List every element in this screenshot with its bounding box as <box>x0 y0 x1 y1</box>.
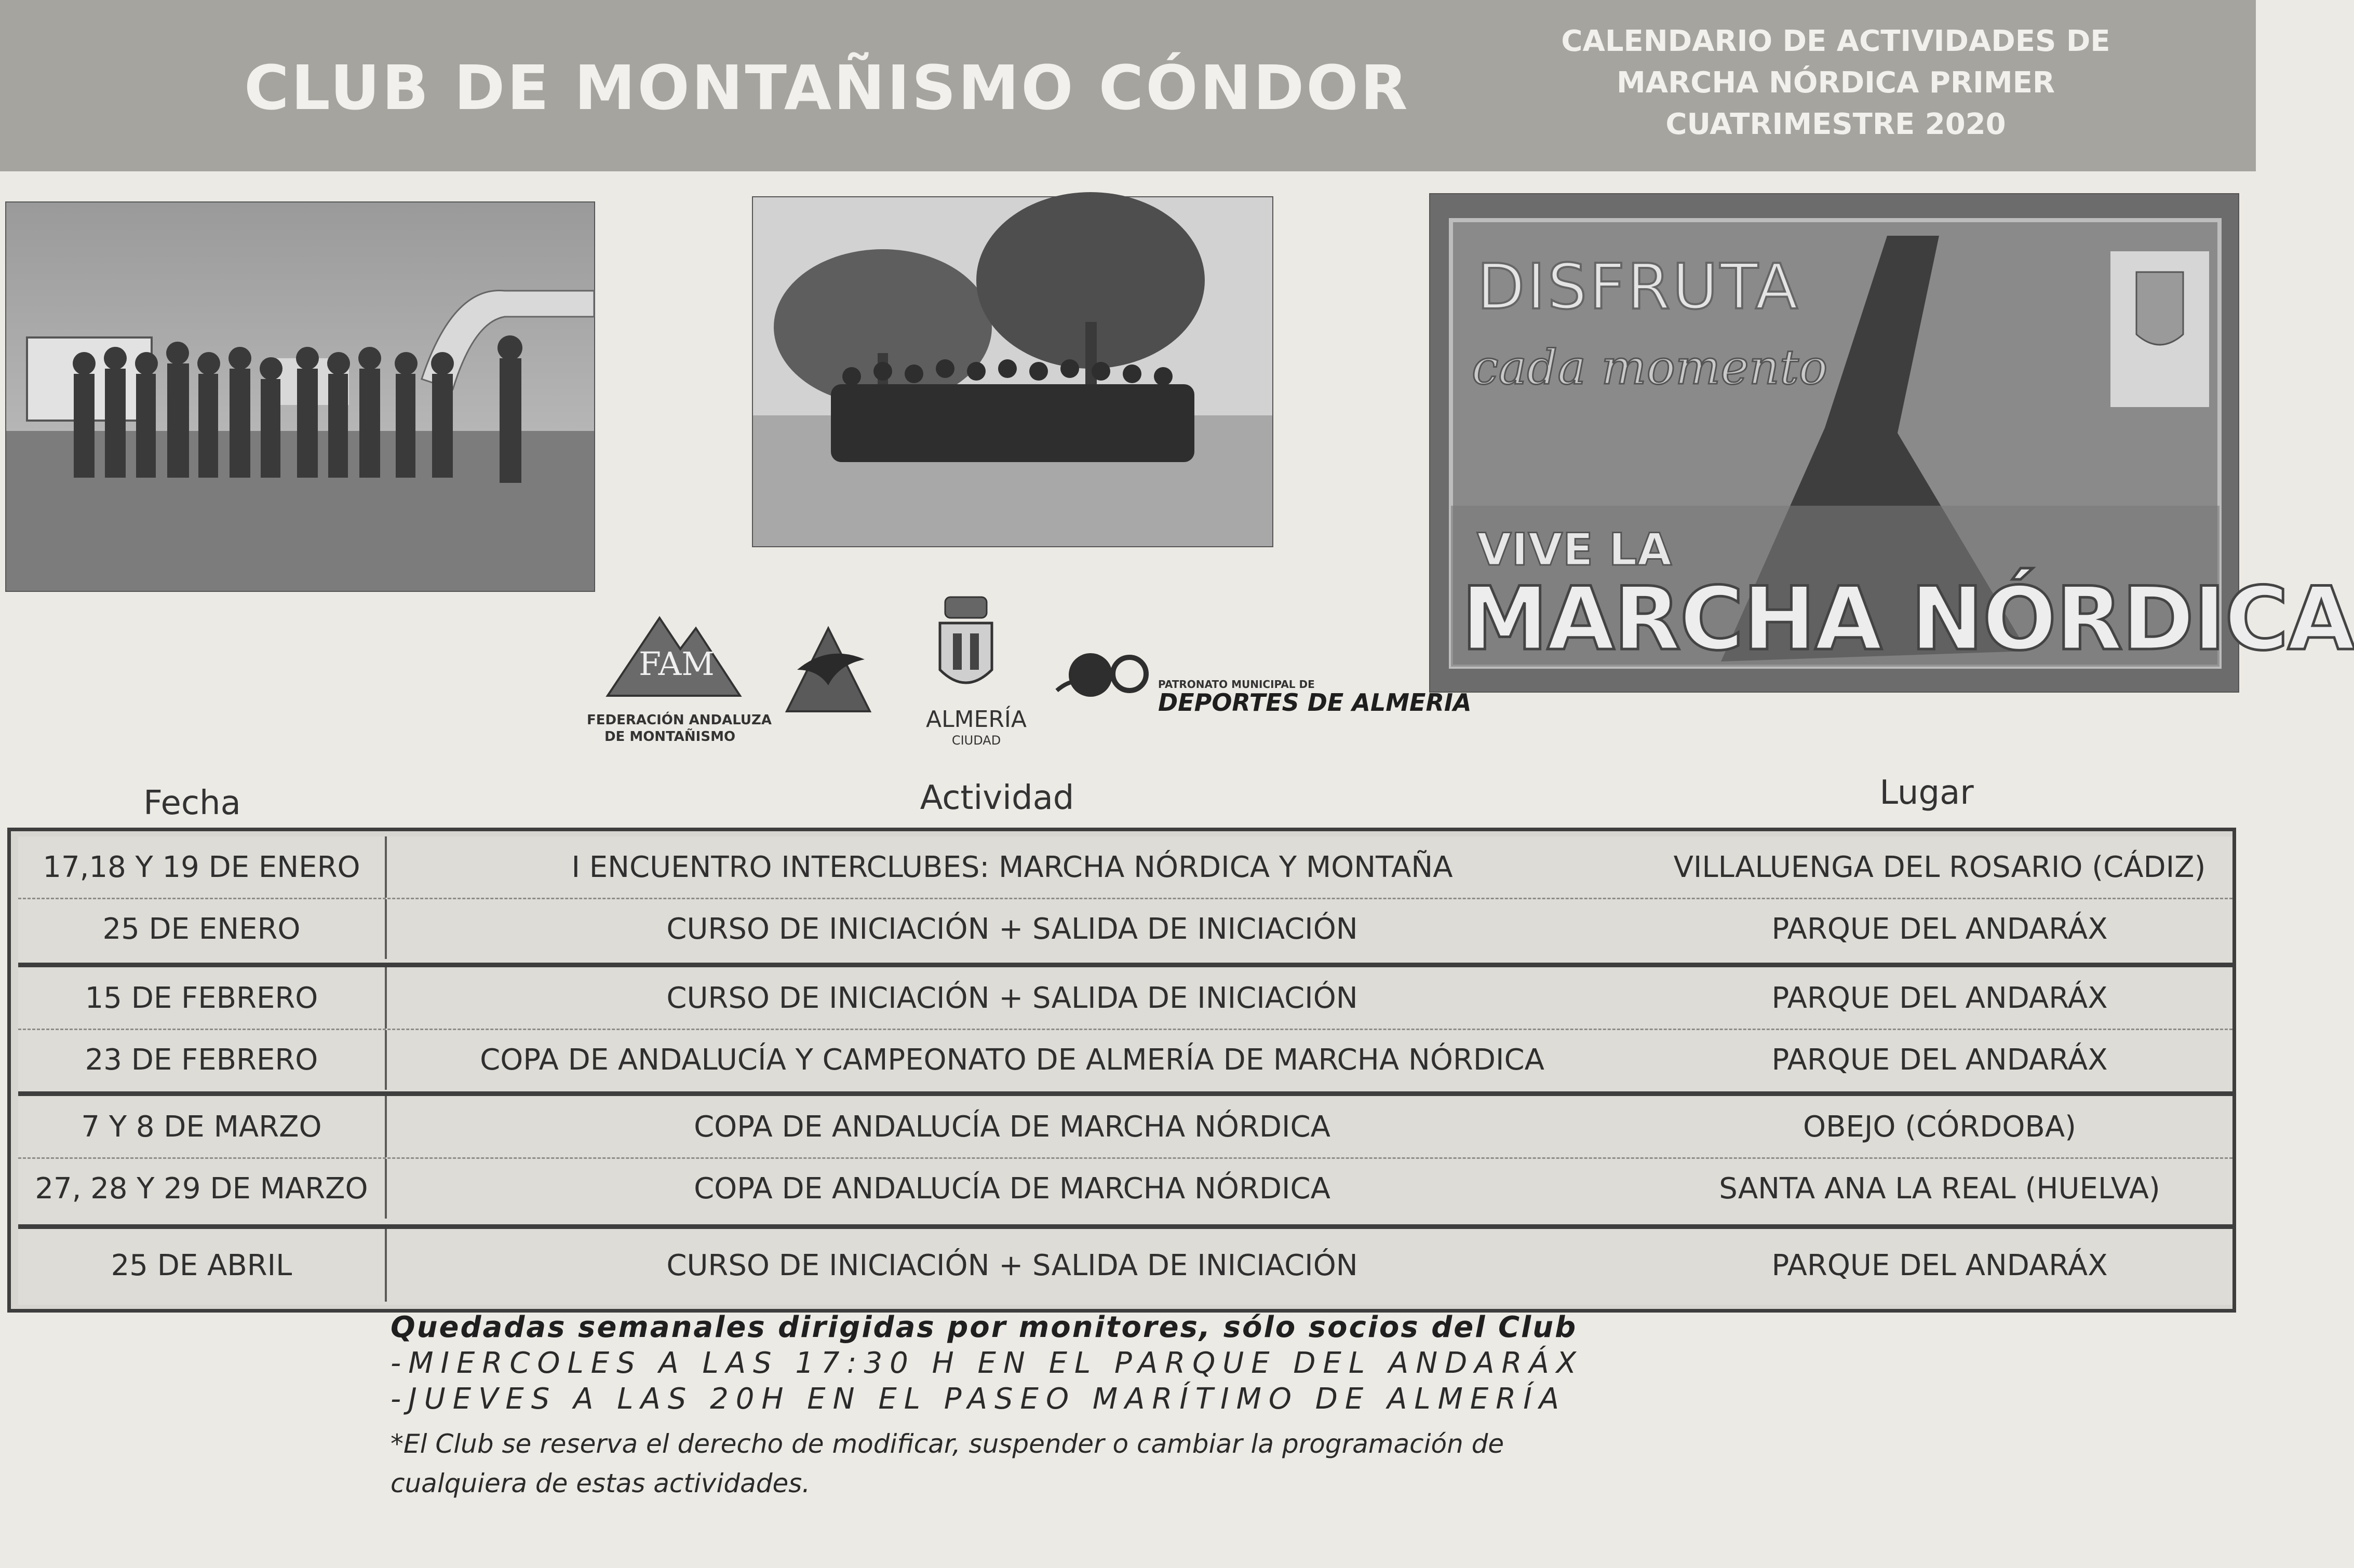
almeria-subname: CIUDAD <box>951 733 1001 748</box>
banner-marcha-nordica: MARCHA NÓRDICA <box>1461 568 2354 670</box>
photo-group-park <box>752 196 1273 547</box>
column-header-activity: Actividad <box>920 779 1074 817</box>
table-row <box>18 967 2232 1029</box>
header-bar <box>0 0 2256 171</box>
schedule-group-enero <box>18 836 2232 967</box>
subtitle-line: CALENDARIO DE ACTIVIDADES DE <box>1561 24 2110 58</box>
club-title: CLUB DE MONTAÑISMO CÓNDOR <box>244 52 1410 124</box>
cell-date: 17,18 Y 19 DE ENERO <box>18 836 387 898</box>
table-row <box>18 836 2232 898</box>
table-row <box>18 1157 2232 1219</box>
cell-date: 15 DE FEBRERO <box>18 967 387 1029</box>
schedule-group-abril <box>18 1229 2232 1305</box>
cell-activity: CURSO DE INICIACIÓN + SALIDA DE INICIACIÓN <box>666 1248 1358 1282</box>
condor-logo-icon <box>782 613 875 717</box>
calendar-subtitle <box>1548 21 2124 145</box>
notes-disclaimer: *El Club se reserva el derecho de modificar, suspender o cambiar la programación de cualquiera de estas actividades. <box>391 1429 1504 1498</box>
banner-vive-la: VIVE LA <box>1477 524 1672 576</box>
table-row <box>18 1229 2232 1302</box>
cell-date: 27, 28 Y 29 DE MARZO <box>18 1159 387 1219</box>
cell-place: SANTA ANA LA REAL (HUELVA) <box>1719 1172 2160 1206</box>
subtitle-line: CUATRIMESTRE 2020 <box>1665 107 2006 141</box>
cell-activity: COPA DE ANDALUCÍA DE MARCHA NÓRDICA <box>694 1172 1330 1206</box>
table-row <box>18 1096 2232 1157</box>
almeria-name: ALMERÍA <box>925 706 1027 733</box>
cell-place: PARQUE DEL ANDARÁX <box>1771 912 2108 946</box>
notes-title: Quedadas semanales dirigidas por monitores, sólo socios del Club <box>391 1310 1578 1344</box>
cell-activity: I ENCUENTRO INTERCLUBES: MARCHA NÓRDICA Y MONTAÑA <box>571 850 1453 884</box>
schedule-group-marzo <box>18 1096 2232 1229</box>
photo-marcha-nordica-banner <box>1429 193 2354 693</box>
cell-date: 23 DE FEBRERO <box>18 1030 387 1090</box>
schedule-table <box>7 828 2236 1313</box>
column-header-date: Fecha <box>143 784 241 822</box>
cell-activity: CURSO DE INICIACIÓN + SALIDA DE INICIACIÓN <box>666 981 1358 1015</box>
column-header-place: Lugar <box>1879 774 1974 812</box>
cell-place: VILLALUENGA DEL ROSARIO (CÁDIZ) <box>1673 850 2206 884</box>
fam-logo-icon <box>597 607 748 711</box>
banner-disfruta: DISFRUTA <box>1477 251 1800 323</box>
table-row <box>18 1029 2232 1090</box>
subtitle-line: MARCHA NÓRDICA PRIMER <box>1617 66 2055 100</box>
photo-group-finish-arch <box>5 201 595 592</box>
almeria-shield-icon <box>935 592 997 701</box>
notes-thursday: -JUEVES A LAS 20H EN EL PASEO MARÍTIMO DE ALMERÍA <box>391 1382 1567 1416</box>
cell-activity: COPA DE ANDALUCÍA Y CAMPEONATO DE ALMERÍA DE MARCHA NÓRDICA <box>480 1043 1544 1077</box>
cell-activity: COPA DE ANDALUCÍA DE MARCHA NÓRDICA <box>694 1110 1330 1144</box>
table-row <box>18 898 2232 959</box>
pmd-name-line1: PATRONATO MUNICIPAL DE <box>1158 678 1315 691</box>
cell-place: PARQUE DEL ANDARÁX <box>1771 1043 2108 1077</box>
fam-mark: FAM <box>639 645 715 683</box>
weekly-meetups-notes <box>391 1310 1616 1503</box>
cell-date: 25 DE ABRIL <box>18 1229 387 1302</box>
cell-activity: CURSO DE INICIACIÓN + SALIDA DE INICIACIÓN <box>666 912 1358 946</box>
fam-name-line1: FEDERACIÓN ANDALUZA <box>587 712 772 728</box>
pmd-logo-icon <box>1054 644 1153 711</box>
notes-wednesday: -MIERCOLES A LAS 17:30 H EN EL PARQUE DEL ANDARÁX <box>391 1346 1584 1380</box>
cell-date: 25 DE ENERO <box>18 899 387 959</box>
cell-place: PARQUE DEL ANDARÁX <box>1771 1248 2108 1282</box>
banner-cada-momento: cada momento <box>1472 340 1828 395</box>
cell-date: 7 Y 8 DE MARZO <box>18 1096 387 1157</box>
cell-place: PARQUE DEL ANDARÁX <box>1771 981 2108 1015</box>
cell-place: OBEJO (CÓRDOBA) <box>1803 1110 2076 1144</box>
schedule-group-febrero <box>18 967 2232 1096</box>
pmd-name-line2: DEPORTES DE ALMERIA <box>1158 688 1472 717</box>
fam-name-line2: DE MONTAÑISMO <box>604 729 736 745</box>
